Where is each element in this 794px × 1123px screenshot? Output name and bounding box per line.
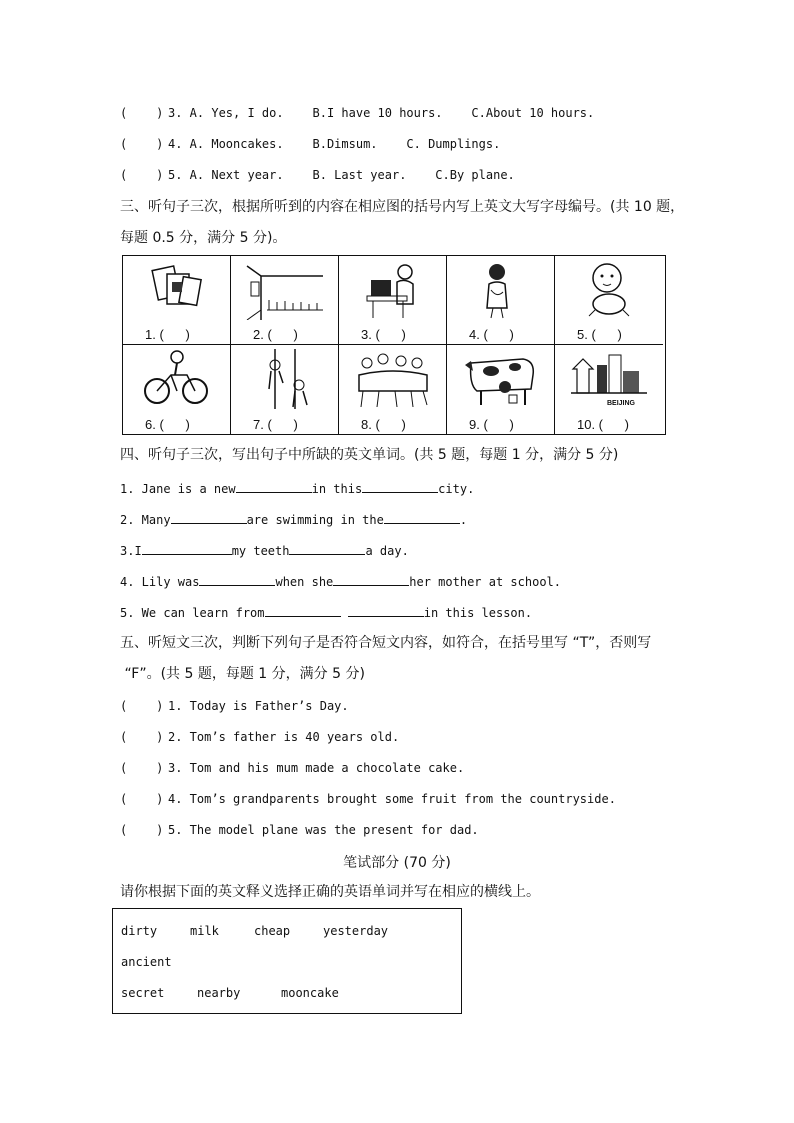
picture-label-8: 8. ( ) (361, 417, 406, 432)
word-nearby: nearby (197, 986, 241, 1000)
picture-cell-4 (447, 256, 555, 345)
picture-cell-2 (231, 256, 339, 345)
answer-paren[interactable]: ( ) (120, 761, 164, 775)
answer-blank[interactable] (362, 480, 438, 493)
picture-cell-1 (123, 256, 231, 345)
option-line-4: ( ) 4. A. Mooncakes. B.Dimsum. C. Dumplings. (120, 137, 501, 151)
answer-blank[interactable] (171, 511, 247, 524)
word-milk: milk (190, 924, 219, 938)
answer-blank[interactable] (142, 542, 232, 555)
picture-label-3: 3. ( ) (361, 327, 406, 342)
tf-line-3: ( ) 3. Tom and his mum made a chocolate cake. (120, 761, 465, 775)
picture-label-7: 7. ( ) (253, 417, 298, 432)
answer-blank[interactable] (199, 573, 275, 586)
picture-cell-10 (555, 345, 663, 434)
section5-heading-2: “F”。(共 5 题，每题 1 分，满分 5 分) (120, 666, 365, 682)
beijing-skyline-icon (569, 349, 649, 409)
picture-label-6: 6. ( ) (145, 417, 190, 432)
beijing-text: BEIJING (607, 400, 636, 407)
section3-heading-2: 每题 0.5 分，满分 5 分)。 (120, 230, 287, 246)
picture-grid (122, 255, 666, 435)
fill-line-3: 3.I my teeth a day. (120, 544, 409, 558)
answer-blank[interactable] (333, 573, 409, 586)
woman-icon (461, 260, 541, 320)
answer-paren[interactable]: ( ) (120, 699, 164, 713)
climbing-kids-icon (245, 349, 325, 409)
word-mooncake: mooncake (281, 986, 339, 1000)
option-line-5: ( ) 5. A. Next year. B. Last year. C.By plane. (120, 168, 515, 182)
fill-line-2: 2. Many are swimming in the . (120, 513, 468, 527)
word-secret: secret (121, 986, 165, 1000)
baby-icon (569, 260, 649, 320)
greeting-cards-icon (137, 260, 217, 320)
picture-label-10: 10. ( ) (577, 417, 630, 432)
picture-cell-3 (339, 256, 447, 345)
section4-heading: 四、听句子三次，写出句子中所缺的英文单词。(共 5 题，每题 1 分，满分 5 分) (120, 447, 619, 463)
section5-heading: 五、听短文三次，判断下列句子是否符合短文内容，如符合，在括号里写 “T”，否则写 (120, 635, 652, 651)
written-instruction: 请你根据下面的英文释义选择正确的英语单词并写在相应的横线上。 (120, 884, 540, 900)
answer-blank[interactable] (236, 480, 312, 493)
word-yesterday: yesterday (323, 924, 389, 938)
option-line-3: ( ) 3. A. Yes, I do. B.I have 10 hours. C.About 10 hours. (120, 106, 595, 120)
answer-blank[interactable] (289, 542, 365, 555)
section3-heading: 三、听句子三次，根据所听到的内容在相应图的括号内写上英文大写字母编号。(共 10 题， (120, 199, 685, 215)
tf-line-2: ( ) 2. Tom’s father is 40 years old. (120, 730, 400, 744)
tf-line-4: ( ) 4. Tom’s grandparents brought some fruit from the countryside. (120, 792, 616, 806)
word-dirty: dirty (121, 924, 158, 938)
picture-label-4: 4. ( ) (469, 327, 514, 342)
word-bank-box (112, 908, 462, 1014)
picture-cell-8 (339, 345, 447, 434)
student-computer-icon (353, 260, 433, 320)
room-corner-icon (245, 260, 325, 320)
picture-label-1: 1. ( ) (145, 327, 190, 342)
picture-cell-6 (123, 345, 231, 434)
picture-cell-7 (231, 345, 339, 434)
answer-blank[interactable] (348, 604, 424, 617)
picture-label-2: 2. ( ) (253, 327, 298, 342)
written-part-title: 笔试部分 (70 分) (343, 855, 451, 871)
fill-line-5: 5. We can learn from in this lesson. (120, 606, 533, 620)
fill-line-1: 1. Jane is a new in this city. (120, 482, 475, 496)
tf-line-5: ( ) 5. The model plane was the present for dad. (120, 823, 479, 837)
answer-paren[interactable]: ( ) (120, 792, 164, 806)
cyclist-icon (137, 349, 217, 409)
picture-cell-5 (555, 256, 663, 345)
milking-cow-icon (461, 349, 541, 409)
tf-line-1: ( ) 1. Today is Father’s Day. (120, 699, 349, 713)
picture-cell-9 (447, 345, 555, 434)
picture-label-9: 9. ( ) (469, 417, 514, 432)
picture-label-5: 5. ( ) (577, 327, 622, 342)
crowd-icon (353, 349, 433, 409)
word-cheap: cheap (254, 924, 291, 938)
fill-line-4: 4. Lily was when she her mother at school. (120, 575, 561, 589)
answer-blank[interactable] (265, 604, 341, 617)
answer-paren[interactable]: ( ) (120, 730, 164, 744)
answer-blank[interactable] (384, 511, 460, 524)
word-ancient: ancient (121, 955, 172, 969)
answer-paren[interactable]: ( ) (120, 823, 164, 837)
